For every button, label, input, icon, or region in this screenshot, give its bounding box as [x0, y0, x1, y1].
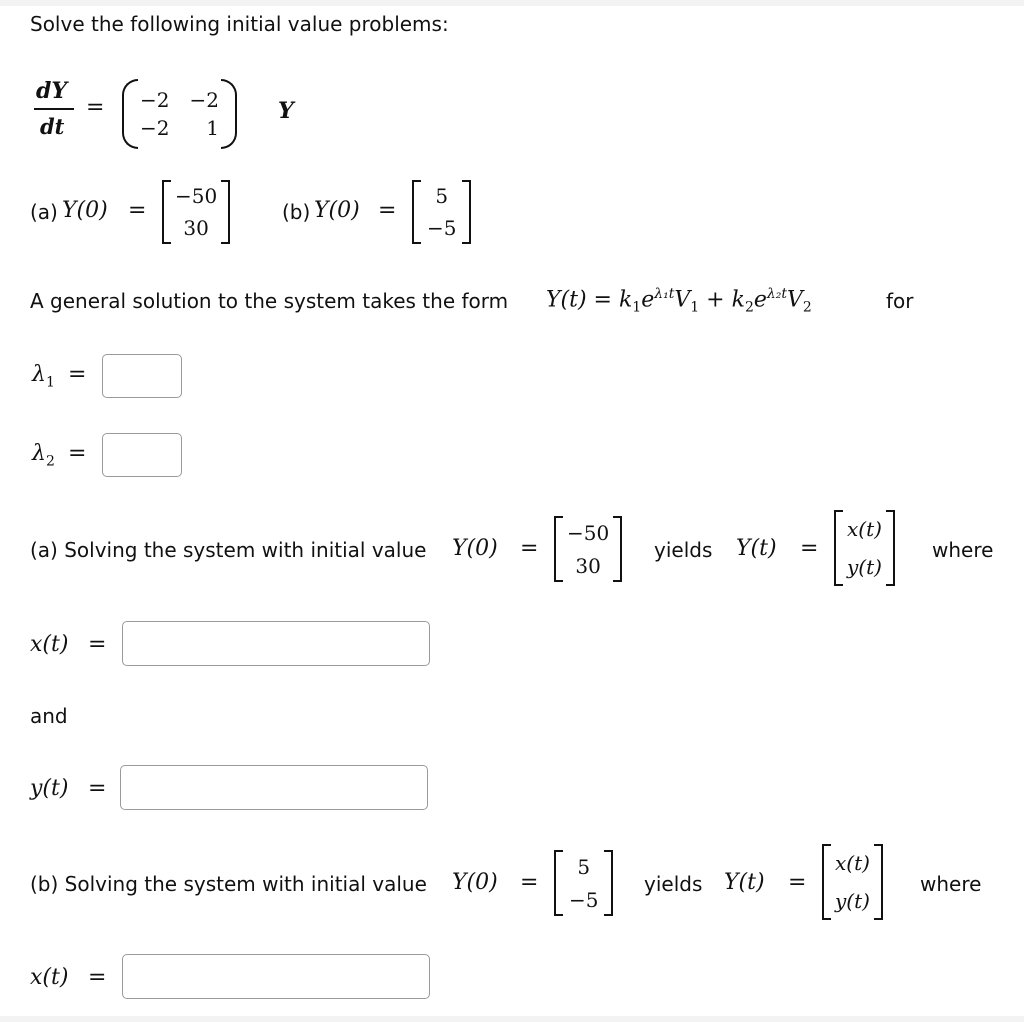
right-bracket	[462, 180, 471, 244]
right-bracket	[604, 850, 613, 916]
matrix-entry: −2	[140, 88, 170, 112]
part-a-y-input[interactable]	[120, 765, 428, 810]
part-a-x-label: x(t)	[30, 632, 69, 657]
matrix-entry: −2	[140, 116, 170, 140]
matrix-entry: 1	[206, 116, 219, 140]
ic-a-y0: Y(0)	[62, 198, 108, 223]
part-a-yields: yields	[654, 538, 713, 562]
part-b-solution-vector	[822, 844, 883, 920]
left-paren	[122, 79, 138, 149]
part-b-solution-entries	[831, 844, 874, 920]
right-bracket	[613, 516, 622, 582]
vector-entry: −50	[567, 520, 610, 545]
ic-a-entries	[171, 180, 221, 244]
part-a-y-label: y(t)	[30, 776, 69, 801]
part-b-yields: yields	[644, 872, 703, 896]
bottom-band	[0, 1016, 1024, 1022]
ode-matrix-entries	[138, 88, 221, 140]
part-a-x-equals: =	[88, 632, 107, 657]
ic-a-equals: =	[128, 198, 147, 223]
lambda2-symbol: λ	[32, 441, 46, 466]
part-a-initial-vector	[554, 516, 622, 582]
part-a-yt-equals: =	[800, 536, 819, 561]
ode-matrix	[122, 79, 237, 149]
left-bracket	[554, 850, 563, 916]
part-b-initial-vector	[554, 850, 613, 916]
part-b-text: (b) Solving the system with initial value	[30, 872, 427, 896]
formula-sub1: 1	[632, 299, 642, 316]
formula-sub2: 2	[744, 299, 754, 316]
ode-lhs-numerator: dY	[36, 78, 68, 104]
ic-b-vector	[412, 180, 471, 244]
general-solution-text: A general solution to the system takes the form	[30, 289, 509, 313]
general-solution-suffix: for	[886, 289, 914, 313]
formula-exp1: λ₁t	[654, 286, 675, 302]
formula-lhs: Y(t) =	[546, 287, 619, 313]
part-b-yt: Y(t)	[724, 870, 765, 895]
part-b-y0: Y(0)	[452, 870, 498, 895]
formula-plus: +	[699, 287, 732, 313]
part-b-where: where	[920, 872, 982, 896]
left-bracket	[162, 180, 171, 244]
lambda1-subscript: 1	[45, 374, 55, 391]
lambda1-input[interactable]	[102, 354, 182, 398]
left-bracket	[834, 510, 843, 586]
ode-rhs-vector: Y	[278, 98, 294, 124]
ic-a-label: (a)	[30, 200, 58, 224]
and-text: and	[30, 704, 68, 728]
general-solution-formula	[546, 286, 812, 316]
part-b-x-label: x(t)	[30, 965, 69, 990]
part-a-solution-entries	[843, 510, 886, 586]
lambda2-input[interactable]	[102, 433, 182, 477]
part-b-x-equals: =	[88, 965, 107, 990]
formula-k2: k	[731, 287, 745, 313]
part-b-initial-entries	[563, 850, 604, 916]
right-bracket	[874, 844, 883, 920]
part-b-yt-equals: =	[788, 870, 807, 895]
formula-v2-sub: 2	[802, 299, 812, 316]
part-a-initial-entries	[563, 516, 613, 582]
formula-v1: V	[674, 287, 691, 313]
part-a-y0: Y(0)	[452, 536, 498, 561]
formula-v2: V	[787, 287, 803, 313]
lambda2-equals: =	[68, 441, 87, 466]
vector-entry: y(t)	[835, 889, 870, 913]
ic-a-vector	[162, 180, 230, 244]
part-a-where: where	[932, 538, 994, 562]
vector-entry: x(t)	[847, 517, 882, 541]
part-a-text: (a) Solving the system with initial value	[30, 538, 427, 562]
top-band	[0, 0, 1024, 6]
lambda2-label	[32, 441, 55, 469]
lambda1-symbol: λ	[32, 362, 46, 387]
formula-k1: k	[618, 287, 633, 313]
formula-e1: e	[641, 287, 655, 313]
left-bracket	[554, 516, 563, 582]
right-bracket	[886, 510, 895, 586]
left-bracket	[822, 844, 831, 920]
instruction-text: Solve the following initial value problems:	[30, 12, 449, 36]
formula-e2: e	[753, 287, 767, 313]
ic-b-entries	[421, 180, 462, 244]
part-b-equals: =	[520, 870, 539, 895]
formula-v1-sub: 1	[690, 299, 700, 316]
part-a-y-equals: =	[88, 776, 107, 801]
vector-entry: −5	[569, 887, 599, 912]
fraction-line	[34, 108, 74, 110]
ode-equals: =	[86, 95, 105, 120]
lambda1-equals: =	[68, 362, 87, 387]
right-bracket	[221, 180, 230, 244]
formula-exp2: λ₂t	[766, 286, 788, 302]
left-bracket	[412, 180, 421, 244]
vector-entry: x(t)	[835, 851, 870, 875]
part-b-x-input[interactable]	[122, 954, 430, 999]
part-a-yt: Y(t)	[736, 536, 777, 561]
matrix-entry: −2	[189, 88, 219, 112]
vector-entry: 5	[435, 184, 449, 208]
right-paren	[221, 79, 237, 149]
part-a-equals: =	[520, 536, 539, 561]
lambda2-subscript: 2	[45, 453, 55, 470]
ic-b-equals: =	[378, 198, 397, 223]
ode-lhs-denominator: dt	[40, 114, 65, 139]
vector-entry: −50	[175, 184, 218, 208]
vector-entry: 30	[575, 553, 601, 578]
part-a-x-input[interactable]	[122, 621, 430, 666]
ic-b-y0: Y(0)	[314, 198, 360, 223]
vector-entry: 5	[577, 854, 591, 879]
lambda1-label	[32, 362, 55, 390]
ic-b-label: (b)	[282, 200, 311, 224]
vector-entry: y(t)	[847, 555, 882, 579]
part-a-solution-vector	[834, 510, 895, 586]
vector-entry: −5	[427, 216, 457, 240]
vector-entry: 30	[183, 216, 209, 240]
